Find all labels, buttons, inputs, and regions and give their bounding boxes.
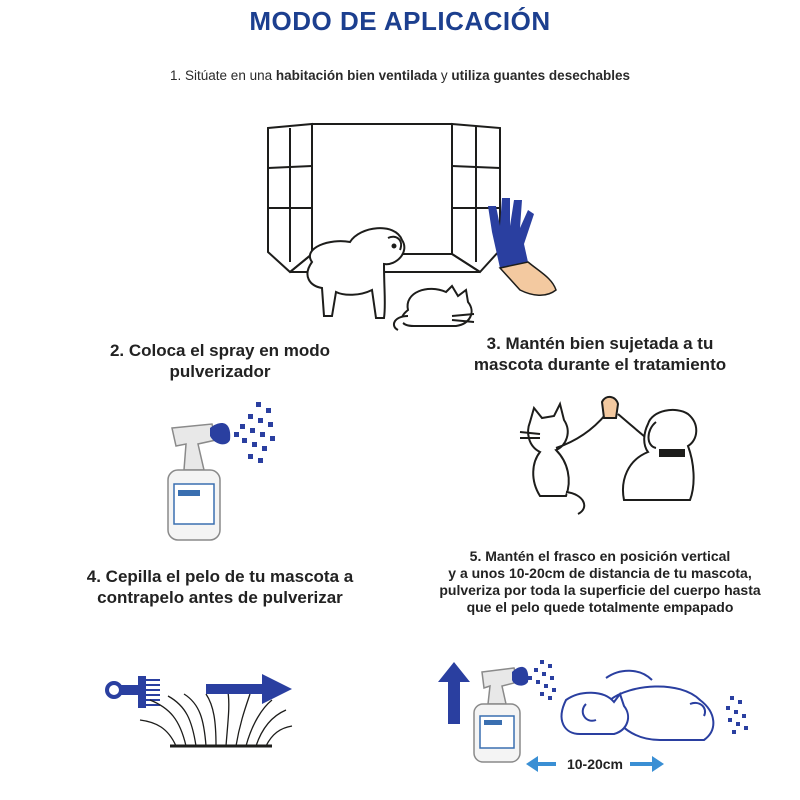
step-1-bold-guantes: utiliza guantes desechables (451, 68, 630, 83)
page-title: MODO DE APLICACIÓN (249, 6, 551, 36)
spray-bottle-icon (474, 667, 528, 762)
distance-label: 10-20cm (566, 756, 624, 772)
step-1-middle: y (437, 68, 452, 83)
step-1-bold-ventilada: habitación bien ventilada (275, 68, 438, 83)
arrow-up-icon (438, 662, 470, 724)
step-3-line-1: 3. Mantén bien sujetada a tu (486, 334, 714, 353)
step-4-line-2: contrapelo antes de pulverizar (97, 588, 343, 607)
step-5-line-1: 5. Mantén el frasco en posición vertical (469, 548, 731, 564)
step-2-line-2: pulverizador (169, 362, 271, 381)
step-1-prefix: 1. Sitúate en una (170, 68, 276, 83)
step-2-line-1: 2. Coloca el spray en modo (109, 341, 331, 360)
step-3-line-2: mascota durante el tratamiento (473, 355, 727, 374)
cat-illustration (562, 693, 628, 734)
spray-mist-icon (726, 696, 748, 734)
spray-mist-icon (528, 660, 556, 700)
step-5-line-3: pulveriza por toda la superficie del cuerpo hasta (439, 582, 761, 598)
step-5-line-4: que el pelo quede totalmente empapado (466, 599, 734, 615)
step-5-line-2: y a unos 10-20cm de distancia de tu mascota, (448, 565, 752, 581)
step-4-line-1: 4. Cepilla el pelo de tu mascota a (86, 567, 354, 586)
